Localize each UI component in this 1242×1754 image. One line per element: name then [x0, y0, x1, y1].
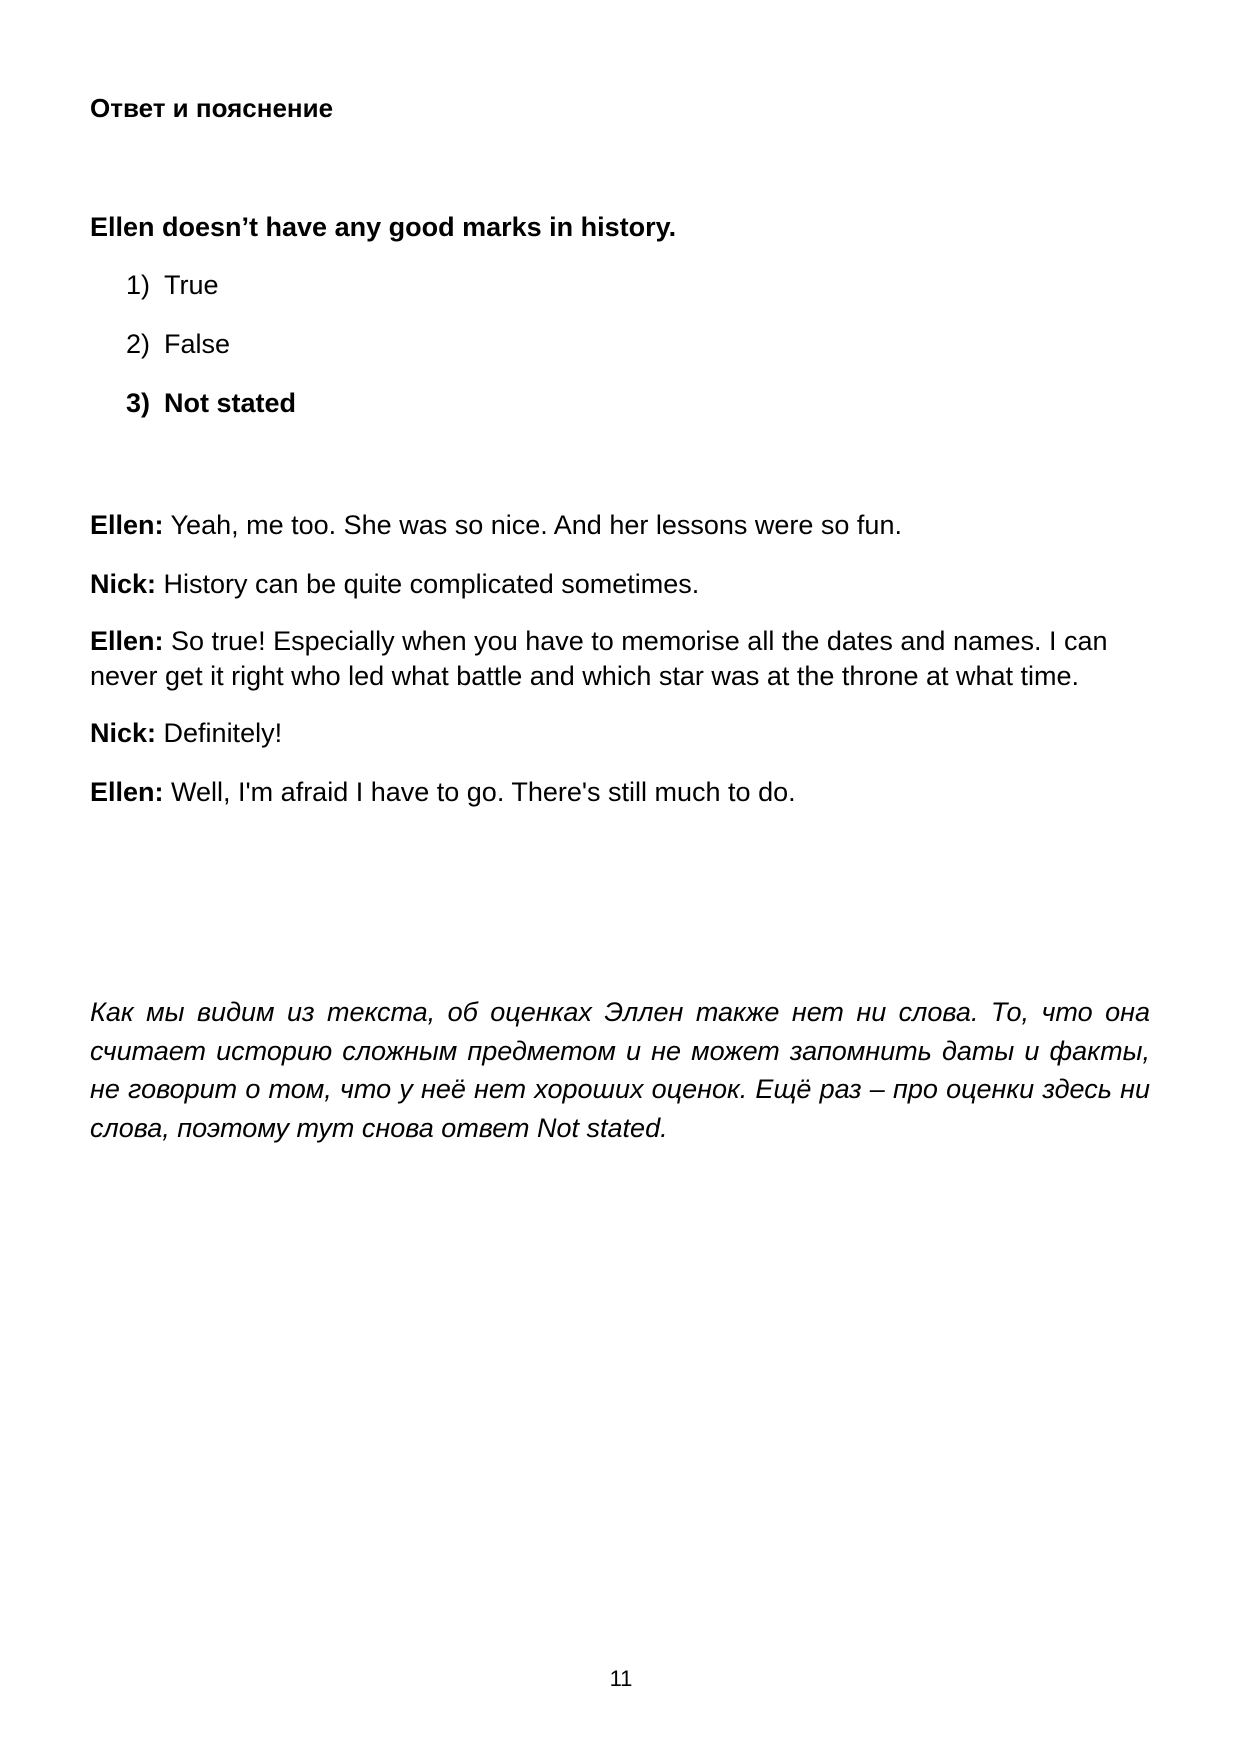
option-number: 1) — [126, 270, 151, 300]
dialogue-excerpt — [90, 506, 1150, 832]
answer-options — [126, 268, 296, 445]
answer-option-3-correct — [126, 386, 296, 420]
speaker-name: Ellen: — [90, 777, 164, 807]
speaker-name: Ellen: — [90, 510, 164, 540]
speaker-name: Ellen: — [90, 626, 164, 656]
option-number: 3) — [126, 388, 151, 418]
option-text: Not stated — [164, 388, 297, 418]
dialogue-line — [90, 506, 1150, 544]
page-number: 11 — [609, 1666, 633, 1691]
dialogue-line — [90, 624, 1150, 693]
speaker-name: Nick: — [90, 569, 157, 599]
option-number: 2) — [126, 329, 151, 359]
option-text: True — [164, 270, 219, 300]
answer-option-2 — [126, 327, 296, 361]
question-statement: Ellen doesn’t have any good marks in history. — [90, 212, 677, 242]
dialogue-line — [90, 773, 1150, 811]
section-heading: Ответ и пояснение — [90, 93, 334, 123]
dialogue-line — [90, 714, 1150, 752]
answer-option-1 — [126, 268, 296, 302]
explanation-paragraph: Как мы видим из текста, об оценках Эллен также нет ни слова. То, что она считает историю сложным предметом и не может запомнить даты и факты, не говорит о том, что у неё нет хороших оценок. Ещё раз – про оценки здесь ни слова, поэтому тут снова ответ Not stated. — [90, 997, 1150, 1143]
dialogue-line — [90, 565, 1150, 603]
speaker-name: Nick: — [90, 718, 157, 748]
dialogue-text: History can be quite complicated sometimes. — [156, 569, 700, 599]
dialogue-text: Well, I'm afraid I have to go. There's still much to do. — [163, 777, 796, 807]
option-text: False — [164, 329, 231, 359]
dialogue-text: Definitely! — [156, 718, 283, 748]
dialogue-text: Yeah, me too. She was so nice. And her lessons were so fun. — [163, 510, 902, 540]
dialogue-text: So true! Especially when you have to memorise all the dates and names. I can never get it right who led what battle and which star was at the throne at what time. — [90, 626, 1108, 691]
